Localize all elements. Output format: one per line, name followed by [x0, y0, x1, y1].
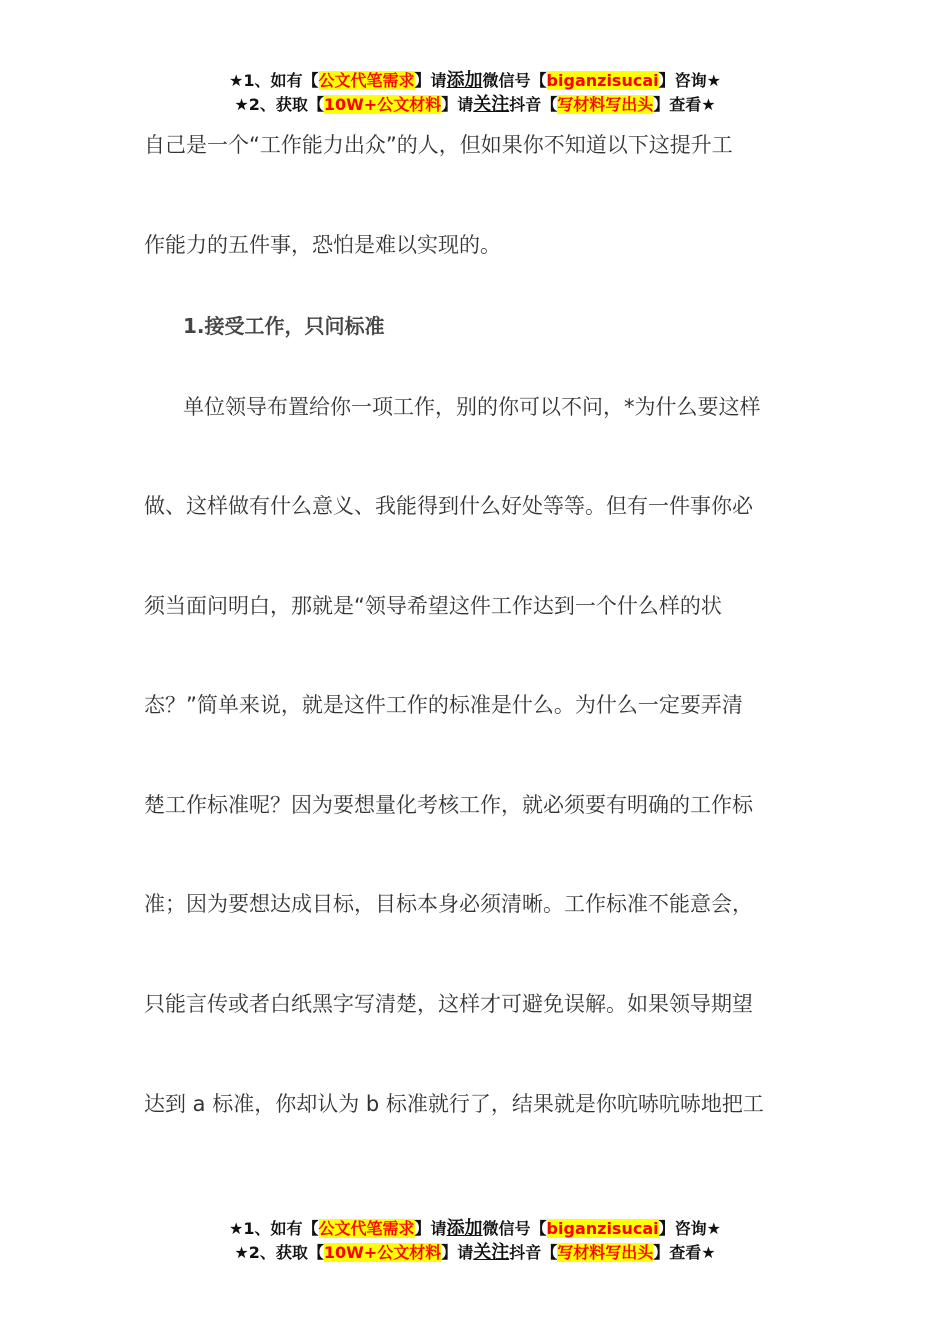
banner-text: ★2、获取【: [234, 95, 324, 114]
banner-line-2: [0, 93, 950, 117]
banner-text: ★1、如有【: [229, 71, 319, 90]
banner-text: ★2、获取【: [234, 1243, 324, 1262]
emphasis-follow: 关注: [473, 1242, 510, 1263]
banner-text: 】查看★: [653, 1243, 716, 1262]
banner-text: 】请: [414, 71, 447, 90]
banner-text: 】请: [441, 1243, 474, 1262]
header-banner: [0, 69, 950, 117]
banner-text: 】查看★: [653, 95, 716, 114]
highlight-service: 公文代笔需求: [318, 71, 415, 90]
banner-text: ★1、如有【: [229, 1219, 319, 1238]
body-line: 态？”简单来说，就是这件工作的标准是什么。为什么一定要弄清: [144, 693, 743, 717]
banner-text: 微信号【: [482, 71, 547, 90]
body-line: 楚工作标准呢？因为要想量化考核工作，就必须要有明确的工作标: [144, 793, 753, 817]
footer-banner: [0, 1217, 950, 1265]
banner-line-2: [0, 1241, 950, 1265]
banner-text: 】咨询★: [658, 1219, 721, 1238]
body-line: 作能力的五件事，恐怕是难以实现的。: [144, 233, 501, 257]
banner-text: 】咨询★: [658, 71, 721, 90]
highlight-douyin-id: 写材料写出头: [557, 1243, 654, 1262]
highlight-douyin-id: 写材料写出头: [557, 95, 654, 114]
section-heading: 1.接受工作，只问标准: [183, 314, 385, 338]
emphasis-add: 添加: [446, 1218, 483, 1239]
body-line: 单位领导布置给你一项工作，别的你可以不问，*为什么要这样: [183, 395, 761, 419]
body-line: 做、这样做有什么意义、我能得到什么好处等等。但有一件事你必: [144, 494, 753, 518]
body-line: 准；因为要想达成目标，目标本身必须清晰。工作标准不能意会，: [144, 892, 753, 916]
banner-text: 抖音【: [509, 1243, 558, 1262]
banner-text: 微信号【: [482, 1219, 547, 1238]
emphasis-follow: 关注: [473, 94, 510, 115]
highlight-service: 公文代笔需求: [318, 1219, 415, 1238]
body-line: 只能言传或者白纸黑字写清楚，这样才可避免误解。如果领导期望: [144, 992, 753, 1016]
banner-line-1: [0, 69, 950, 93]
highlight-wechat-id: biganzisucai: [546, 1219, 659, 1238]
highlight-materials: 10W+公文材料: [323, 1243, 442, 1262]
body-line: 自己是一个“工作能力出众”的人，但如果你不知道以下这提升工: [144, 133, 733, 157]
body-line: 须当面问明白，那就是“领导希望这件工作达到一个什么样的状: [144, 594, 722, 618]
banner-text: 】请: [441, 95, 474, 114]
highlight-materials: 10W+公文材料: [323, 95, 442, 114]
banner-text: 】请: [414, 1219, 447, 1238]
banner-text: 抖音【: [509, 95, 558, 114]
highlight-wechat-id: biganzisucai: [546, 71, 659, 90]
body-line: 达到 a 标准，你却认为 b 标准就行了，结果就是你吭哧吭哧地把工: [144, 1092, 764, 1116]
emphasis-add: 添加: [446, 70, 483, 91]
banner-line-1: [0, 1217, 950, 1241]
